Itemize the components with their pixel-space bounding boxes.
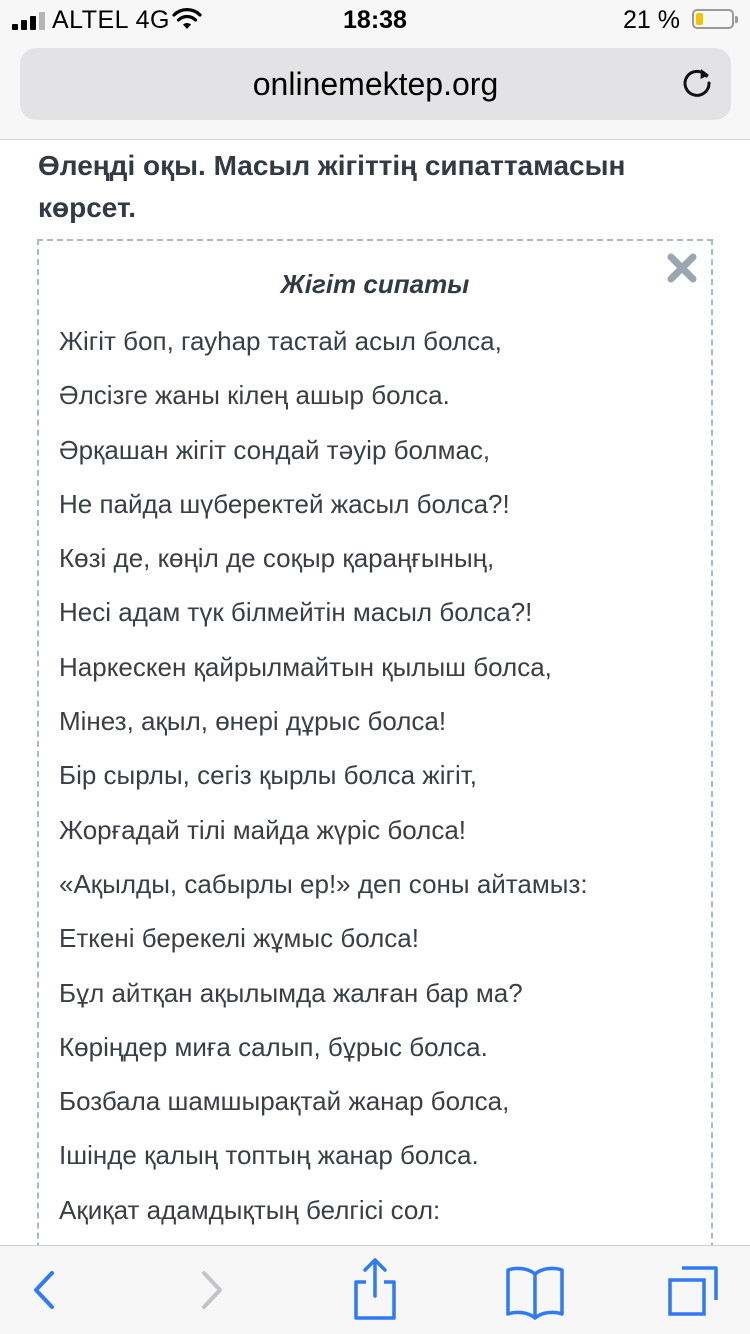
poem-line: «Ақылды, сабырлы ер!» деп соны айтамыз: (59, 868, 588, 899)
poem-line: Наркескен қайрылмайтын қылыш болса, (59, 651, 552, 682)
task-title: Өлеңді оқы. Масыл жігіттің сипаттамасын көрсет. (38, 150, 626, 223)
poem-line: Бозбала шамшырақтай жанар болса, (59, 1086, 510, 1117)
poem-line: Бір сырлы, сегіз қырлы болса жігіт, (59, 760, 477, 791)
poem-line: Әлсізге жаны кілең ашыр болса. (59, 380, 450, 411)
browser-toolbar (0, 1245, 750, 1334)
share-icon[interactable] (344, 1256, 406, 1322)
tabs-icon[interactable] (664, 1264, 722, 1320)
poem-title: Жігіт сипаты (280, 269, 470, 299)
carrier-name: ALTEL 4G (52, 6, 170, 34)
poem-line: Жорғадай тілі майда жүріс болса! (59, 814, 467, 845)
poem-line: Мінез, ақыл, өнері дұрыс болса! (59, 706, 447, 737)
reload-icon[interactable] (679, 65, 715, 101)
poem-line: Жігіт боп, гауһар тастай асыл болса, (59, 326, 502, 356)
poem-line: Не пайда шүберектей жасыл болса?! (59, 488, 510, 519)
status-bar (0, 0, 750, 40)
status-time: 18:38 (343, 6, 407, 34)
poem-line: Еткені берекелі жұмыс болса! (59, 923, 419, 954)
bookmarks-icon[interactable] (504, 1262, 566, 1320)
battery-icon (692, 9, 734, 29)
page-content (0, 141, 750, 1245)
url-text[interactable]: onlinemektep.org (252, 66, 499, 102)
battery-level (696, 13, 703, 25)
poem-line: Ішінде қалың топтың жанар болса. (59, 1140, 479, 1171)
poem-lines (59, 325, 699, 1245)
forward-icon[interactable] (182, 1260, 242, 1320)
poem-line: Несі адам түк білмейтін масыл болса?! (59, 597, 533, 628)
address-bar[interactable] (20, 48, 731, 120)
poem-line: Ақиқат адамдықтың белгісі сол: (59, 1194, 441, 1225)
back-icon[interactable] (14, 1260, 74, 1320)
poem-line: Көріңдер миға салып, бұрыс болса. (59, 1031, 488, 1062)
address-bar-area (0, 40, 750, 140)
battery-percent: 21 % (623, 6, 680, 34)
poem-line: Әрқашан жігіт сондай тәуір болмас, (59, 434, 491, 465)
poem-line: Көзі де, көңіл де соқыр қараңғының, (59, 543, 495, 574)
poem-line: Бұл айтқан ақылымда жалған бар ма? (59, 977, 523, 1008)
poem-card (37, 239, 713, 1245)
